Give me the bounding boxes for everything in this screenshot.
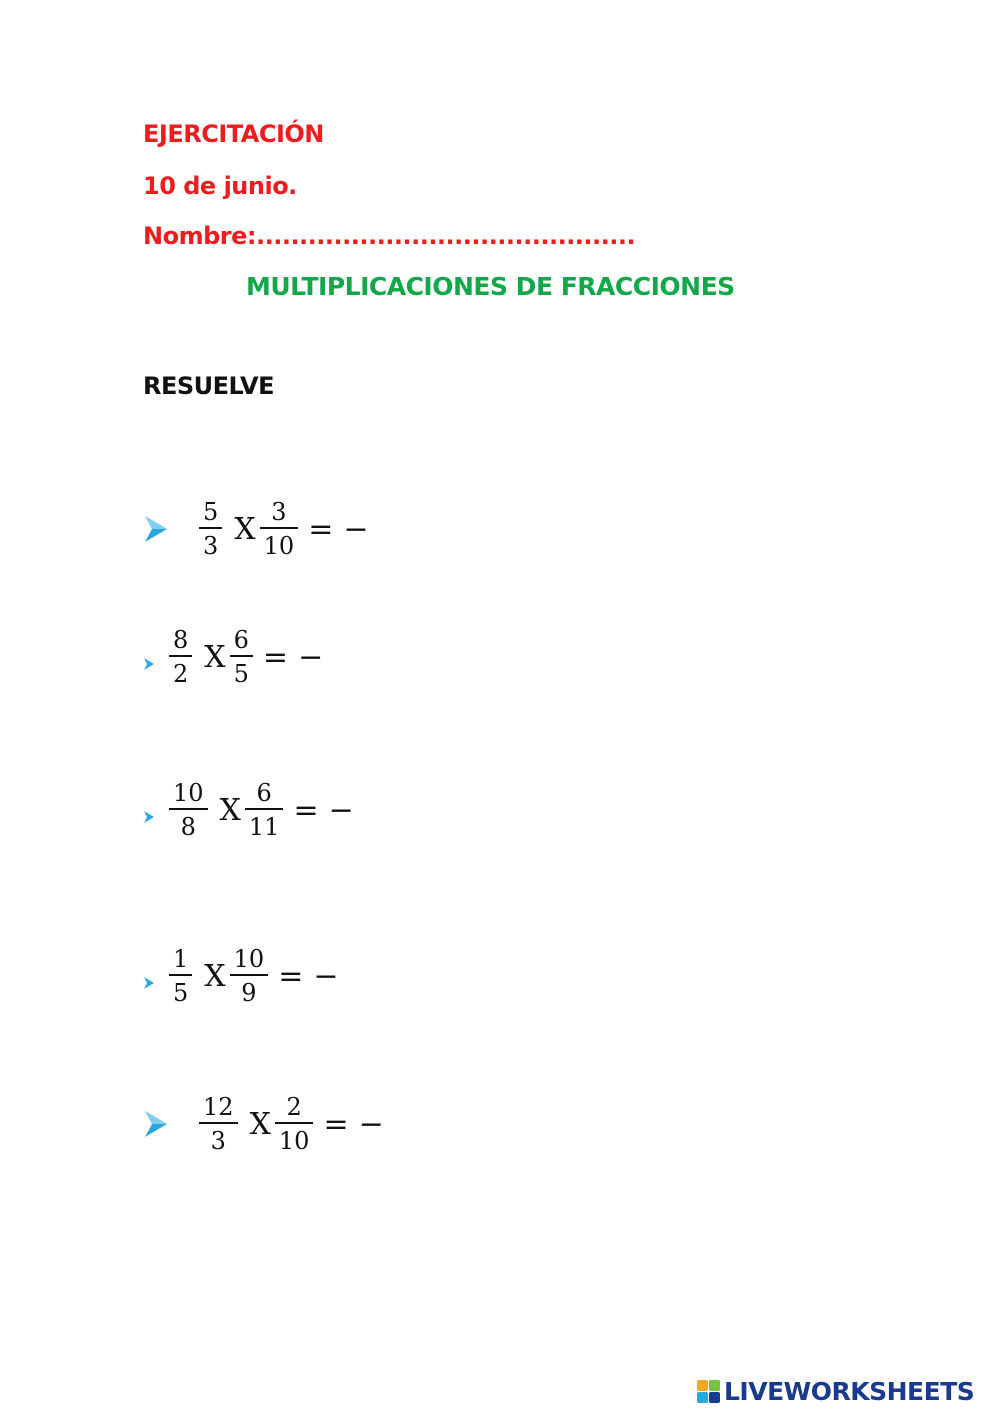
worksheet-title: EJERCITACIÓN [143,120,324,148]
numerator: 6 [233,626,249,654]
numerator: 10 [173,779,204,807]
numerator: 10 [233,945,265,973]
multiply-sign: X [234,511,256,547]
fraction-b [275,1095,314,1153]
fraction-a [169,781,208,839]
student-name-line: Nombre:............................................ [143,222,636,250]
fraction-b [230,947,269,1005]
exercise-4 [143,947,338,1005]
answer-blank[interactable]: − [358,1106,384,1142]
denominator: 5 [233,660,249,688]
denominator: 3 [210,1127,226,1155]
arrow-bullet-icon [143,1109,169,1139]
worksheet-subtitle: MULTIPLICACIONES DE FRACCIONES [246,272,735,301]
numerator: 6 [256,779,272,807]
exercise-2 [143,628,323,686]
answer-blank[interactable]: − [298,639,324,675]
numerator: 2 [286,1093,302,1121]
fraction-b [245,781,284,839]
numerator: 3 [271,498,287,526]
instruction-label: RESUELVE [143,372,274,400]
worksheet-date: 10 de junio. [143,172,297,200]
exercise-5 [143,1095,384,1153]
denominator: 5 [173,979,189,1007]
arrow-bullet-icon [143,810,155,824]
equals-sign: = [278,958,304,994]
answer-blank[interactable]: − [328,792,354,828]
fraction-b [230,628,253,686]
numerator: 12 [203,1093,234,1121]
exercise-3 [143,781,354,839]
multiply-sign: X [204,958,226,994]
arrow-bullet-icon [143,976,155,990]
multiply-sign: X [204,639,226,675]
exercise-1 [143,500,368,558]
denominator: 10 [263,532,295,560]
denominator: 8 [180,813,196,841]
numerator: 1 [173,945,189,973]
denominator: 11 [248,813,280,841]
equals-sign: = [308,511,334,547]
liveworksheets-logo [697,1377,974,1406]
equals-sign: = [323,1106,349,1142]
fraction-a [169,947,192,1005]
numerator: 5 [203,498,219,526]
denominator: 10 [278,1127,310,1155]
liveworksheets-logo-text: LIVEWORKSHEETS [724,1377,975,1406]
denominator: 2 [173,660,189,688]
answer-blank[interactable]: − [313,958,339,994]
multiply-sign: X [249,1106,271,1142]
fraction-a [199,1095,238,1153]
equals-sign: = [293,792,319,828]
denominator: 3 [203,532,219,560]
equals-sign: = [262,639,289,675]
denominator: 9 [241,979,257,1007]
arrow-bullet-icon [143,514,169,544]
arrow-bullet-icon [143,657,155,671]
fraction-b [260,500,299,558]
fraction-a [169,628,192,686]
liveworksheets-logo-icon [697,1380,720,1403]
fraction-a [199,500,222,558]
answer-blank[interactable]: − [343,511,369,547]
multiply-sign: X [219,792,241,828]
numerator: 8 [173,626,189,654]
